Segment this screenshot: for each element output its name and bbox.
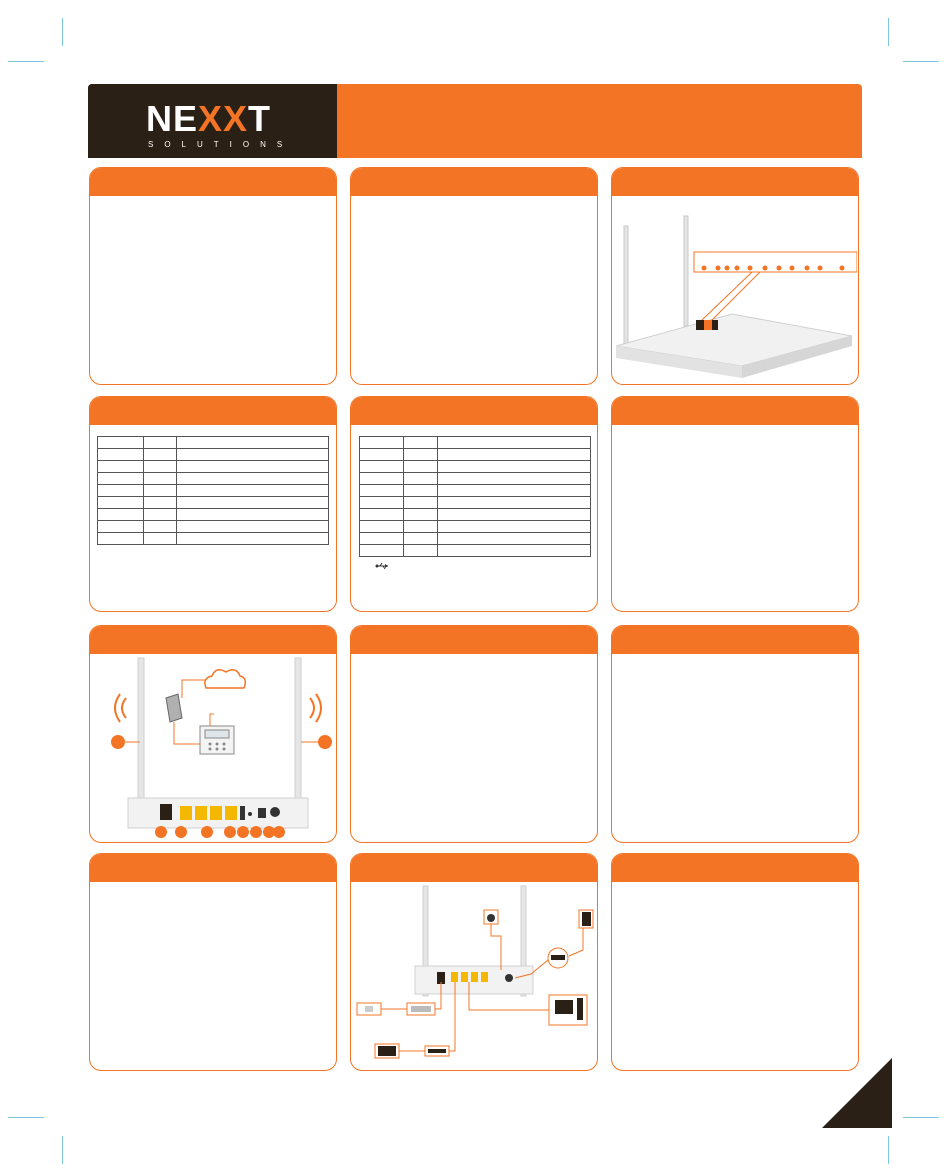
table-cell (177, 461, 329, 473)
table-cell (98, 521, 144, 533)
table-cell (360, 473, 404, 485)
table-cell (438, 485, 591, 497)
logo-text-b: XX (198, 98, 249, 139)
table-cell (360, 497, 404, 509)
table-cell (404, 533, 438, 545)
table-cell (404, 473, 438, 485)
table-cell (177, 497, 329, 509)
table-cell (438, 461, 591, 473)
panel-12 (611, 853, 859, 1071)
logo-text-c: T (248, 98, 272, 139)
crop-mark (888, 1136, 889, 1164)
table-cell (98, 461, 144, 473)
table-cell (177, 437, 329, 449)
table-cell (404, 545, 438, 557)
table-row (98, 461, 329, 473)
table-cell (360, 449, 404, 461)
table-cell (438, 497, 591, 509)
table-row (98, 449, 329, 461)
table-row (98, 497, 329, 509)
table-row (360, 521, 591, 533)
table-row (360, 533, 591, 545)
panel-header (612, 168, 858, 196)
crop-mark (62, 18, 63, 46)
table-cell (144, 437, 177, 449)
table-cell (404, 485, 438, 497)
panel-9 (611, 625, 859, 843)
table-cell (144, 461, 177, 473)
table-row (360, 449, 591, 461)
table-cell (177, 509, 329, 521)
panel-5-led-table (350, 396, 598, 612)
panel-7-router-back (89, 625, 337, 843)
crop-mark (8, 61, 44, 62)
table-cell (144, 521, 177, 533)
table-cell (404, 521, 438, 533)
table-cell (177, 449, 329, 461)
table-cell (404, 461, 438, 473)
crop-mark (903, 1117, 939, 1118)
panel-4-led-table (89, 396, 337, 612)
router-back-illustration (90, 654, 335, 842)
table-cell (98, 437, 144, 449)
table-cell (360, 509, 404, 521)
panel-header (351, 168, 597, 196)
table-cell (144, 485, 177, 497)
table-cell (98, 485, 144, 497)
table-cell (98, 449, 144, 461)
table-cell (98, 473, 144, 485)
page-corner-triangle (822, 1058, 892, 1128)
table-cell (360, 533, 404, 545)
panel-6 (611, 396, 859, 612)
table-cell (177, 485, 329, 497)
panel-3-router-front (611, 167, 859, 385)
table-cell (177, 473, 329, 485)
table-cell (404, 509, 438, 521)
panel-header (90, 168, 336, 196)
table-cell (144, 473, 177, 485)
table-cell (438, 449, 591, 461)
table-cell (177, 533, 329, 545)
table-cell (360, 461, 404, 473)
table-cell (177, 521, 329, 533)
table-row (360, 509, 591, 521)
panel-header (351, 397, 597, 425)
table-cell (144, 509, 177, 521)
router-front-illustration (612, 196, 857, 384)
cloud-icon (205, 670, 245, 688)
table-cell (438, 437, 591, 449)
page-header (88, 84, 862, 158)
table-cell (438, 545, 591, 557)
table-cell (98, 497, 144, 509)
table-row (360, 497, 591, 509)
table-cell (438, 521, 591, 533)
table-cell (438, 509, 591, 521)
table-row (98, 473, 329, 485)
crop-mark (8, 1117, 44, 1118)
panel-1 (89, 167, 337, 385)
logo-subtitle: SOLUTIONS (148, 140, 294, 149)
table-cell (98, 533, 144, 545)
panel-header (351, 626, 597, 654)
brand-logo (146, 98, 271, 140)
panel-header (612, 397, 858, 425)
table-cell (144, 533, 177, 545)
panel-11-connection-diagram (350, 853, 598, 1071)
led-table (97, 436, 329, 545)
panel-header (612, 854, 858, 882)
panel-header (90, 397, 336, 425)
table-cell (360, 485, 404, 497)
usb-icon (375, 562, 389, 570)
connection-diagram (351, 882, 596, 1070)
crop-mark (62, 1136, 63, 1164)
panel-10 (89, 853, 337, 1071)
panel-2 (350, 167, 598, 385)
table-cell (144, 497, 177, 509)
table-cell (438, 473, 591, 485)
table-cell (360, 545, 404, 557)
table-row (360, 545, 591, 557)
table-cell (360, 437, 404, 449)
panel-header (90, 854, 336, 882)
table-row (360, 473, 591, 485)
table-row (98, 521, 329, 533)
logo-panel (88, 84, 337, 158)
panel-8 (350, 625, 598, 843)
table-row (98, 533, 329, 545)
panel-header (351, 854, 597, 882)
table-row (360, 461, 591, 473)
table-cell (98, 509, 144, 521)
led-table (359, 436, 591, 557)
logo-text-a: NE (146, 98, 199, 139)
table-cell (360, 521, 404, 533)
table-row (98, 509, 329, 521)
panel-header (612, 626, 858, 654)
crop-mark (903, 61, 939, 62)
table-row (360, 485, 591, 497)
table-cell (438, 533, 591, 545)
table-cell (404, 449, 438, 461)
table-row (98, 485, 329, 497)
wifi-signal-icon (115, 694, 321, 722)
table-row (98, 437, 329, 449)
table-cell (144, 449, 177, 461)
crop-mark (888, 18, 889, 46)
table-cell (404, 497, 438, 509)
table-row (360, 437, 591, 449)
table-cell (404, 437, 438, 449)
panel-header (90, 626, 336, 654)
